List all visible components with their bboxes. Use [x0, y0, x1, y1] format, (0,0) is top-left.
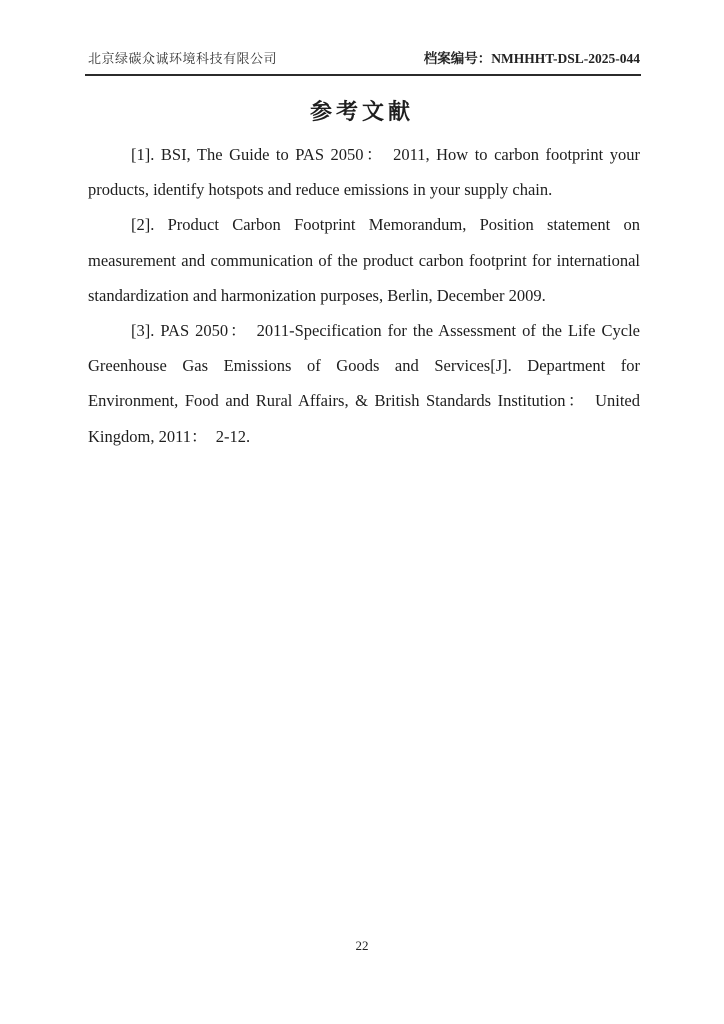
references-section	[88, 137, 640, 454]
reference-item: [1]. BSI, The Guide to PAS 2050： 2011, How to carbon footprint your products, identify hotspots and reduce emissions in your supply chain.	[88, 145, 640, 200]
doc-number-label: 档案编号：	[423, 51, 492, 66]
page-number: 22	[355, 938, 369, 953]
doc-number	[424, 47, 640, 67]
header-rule	[85, 74, 641, 76]
page-header	[88, 47, 640, 67]
reference-item: [3]. PAS 2050： 2011-Specification for the Assessment of the Life Cycle Greenhouse Gas Emissions of Goods and Services[J]. Department for Environment, Food and Rural Affairs, & British Standards Institution： United Kingdom, 2011： 2-12.	[88, 321, 640, 446]
company-name: 北京绿碳众诚环境科技有限公司	[88, 51, 278, 66]
page-title: 参考文献	[309, 99, 414, 124]
doc-number-value: NMHHHT-DSL-2025-044	[491, 51, 640, 66]
reference-item: [2]. Product Carbon Footprint Memorandum, Position statement on measurement and communication of the product carbon footprint for international standardization and harmonization purposes, Berlin, December 2009.	[88, 215, 640, 305]
